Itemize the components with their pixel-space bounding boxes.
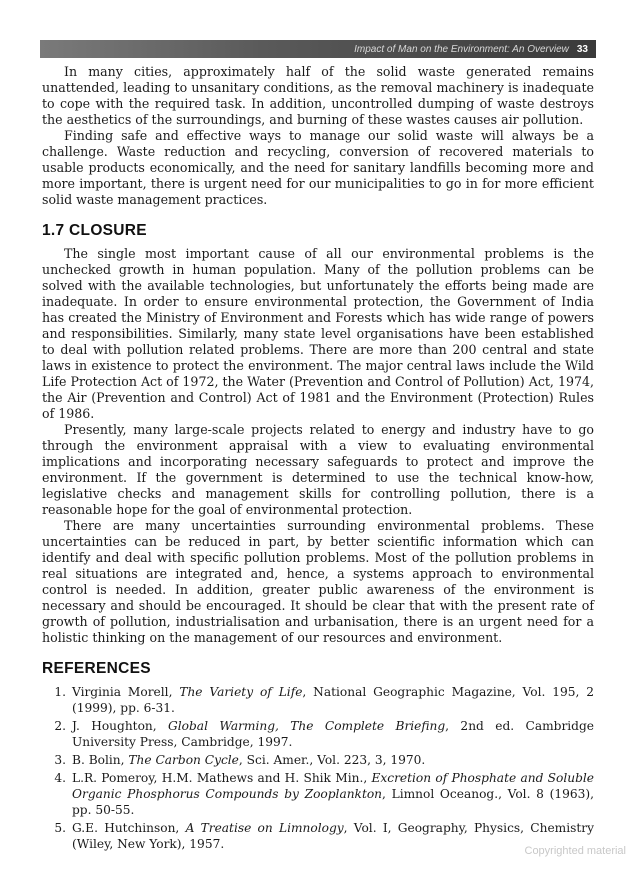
reference-author: L.R. Pomeroy, H.M. Mathews and H. Shik Min., (72, 771, 372, 785)
reference-author: G.E. Hutchinson, (72, 821, 186, 835)
section-heading-references: REFERENCES (42, 660, 151, 677)
reference-title: The Variety of Life (179, 685, 303, 699)
reference-text (72, 718, 594, 750)
reference-item (42, 820, 594, 852)
reference-item (42, 752, 594, 768)
reference-number: 1. (54, 685, 66, 699)
reference-number: 2. (54, 719, 66, 733)
reference-list (42, 684, 594, 852)
paragraph-closure-2: Presently, many large-scale projects related to energy and industry have to go through the environment appraisal with a view to evaluating environmental implications and incorporating necessary safeguards to protect and improve the environment. If the government is determined to use the technical know-how, legislative checks and management skills for controlling pollution, there is a reasonable hope for the goal of environmental protection. (42, 422, 594, 517)
paragraph-closure-1: The single most important cause of all our environmental problems is the unchecked growth in human population. Many of the pollution problems can be solved with the available technologies, but unfortunately the efforts being made are inadequate. In order to ensure environmental protection, the Government of India has created the Ministry of Environment and Forests which has wide range of powers and responsibilities. Similarly, many state level organisations have been established to deal with pollution related problems. There are more than 200 central and state laws in existence to protect the environment. The major central laws include the Wild Life Protection Act of 1972, the Water (Prevention and Control of Pollution) Act, 1974, the Air (Prevention and Control) Act of 1981 and the Environment (Protection) Rules of 1986. (42, 246, 594, 421)
copyright-watermark: Copyrighted material (524, 845, 626, 857)
reference-number: 4. (54, 771, 66, 785)
running-header-title: Impact of Man on the Environment: An Overview (354, 43, 569, 55)
reference-title: Excretion of Phosphate and Soluble Organic Phosphorus Compounds by Zooplankton (72, 771, 594, 801)
reference-text (72, 752, 594, 768)
reference-title: The Carbon Cycle (128, 753, 239, 767)
reference-details: , Limnol Oceanog., Vol. 8 (1963), pp. 50-55. (72, 787, 594, 817)
reference-author: J. Houghton, (72, 719, 169, 733)
reference-number: 5. (54, 821, 66, 835)
reference-text (72, 820, 594, 852)
section-heading-closure: 1.7 CLOSURE (42, 222, 147, 239)
reference-item (42, 718, 594, 750)
paragraph-closure-3: There are many uncertainties surrounding environmental problems. These uncertainties can be reduced in part, by better scientific information which can identify and deal with specific pollution problems. Most of the pollution problems in real situations are integrated and, hence, a systems approach to environmental control is needed. In addition, greater public awareness of the environment is necessary and should be encouraged. It should be clear that with the present rate of growth of pollution, industrialisation and urbanisation, there is an urgent need for a holistic thinking on the management of our resources and environment. (42, 518, 594, 645)
reference-details: , National Geographic Magazine, Vol. 195, 2 (1999), pp. 6-31. (72, 685, 595, 715)
paragraph-intro-2: Finding safe and effective ways to manage our solid waste will always be a challenge. Waste reduction and recycling, conversion of recovered materials to usable products economically, and the need for sanitary landfills becoming more and more important, there is urgent need for our municipalities to go in for more efficient solid waste management practices. (42, 128, 594, 207)
reference-author: B. Bolin, (72, 753, 129, 767)
reference-title: Global Warming, The Complete Briefing (168, 719, 446, 733)
reference-item (42, 770, 594, 818)
reference-details: , Sci. Amer., Vol. 223, 3, 1970. (238, 753, 426, 767)
reference-author: Virginia Morell, (72, 685, 180, 699)
reference-text (72, 770, 594, 818)
reference-text (72, 684, 594, 716)
page-number: 33 (576, 43, 588, 55)
reference-title: A Treatise on Limnology (185, 821, 344, 835)
reference-details: , 2nd ed. Cambridge University Press, Cambridge, 1997. (72, 719, 594, 749)
reference-number: 3. (54, 753, 66, 767)
page-content (42, 64, 594, 854)
running-header (40, 40, 596, 58)
paragraph-intro-1: In many cities, approximately half of the solid waste generated remains unattended, leading to unsanitary conditions, as the removal machinery is inadequate to cope with the required task. In addition, uncontrolled dumping of waste destroys the aesthetics of the surroundings, and burning of these wastes causes air pollution. (42, 64, 594, 127)
reference-details: , Vol. I, Geography, Physics, Chemistry (Wiley, New York), 1957. (72, 821, 594, 851)
reference-item (42, 684, 594, 716)
